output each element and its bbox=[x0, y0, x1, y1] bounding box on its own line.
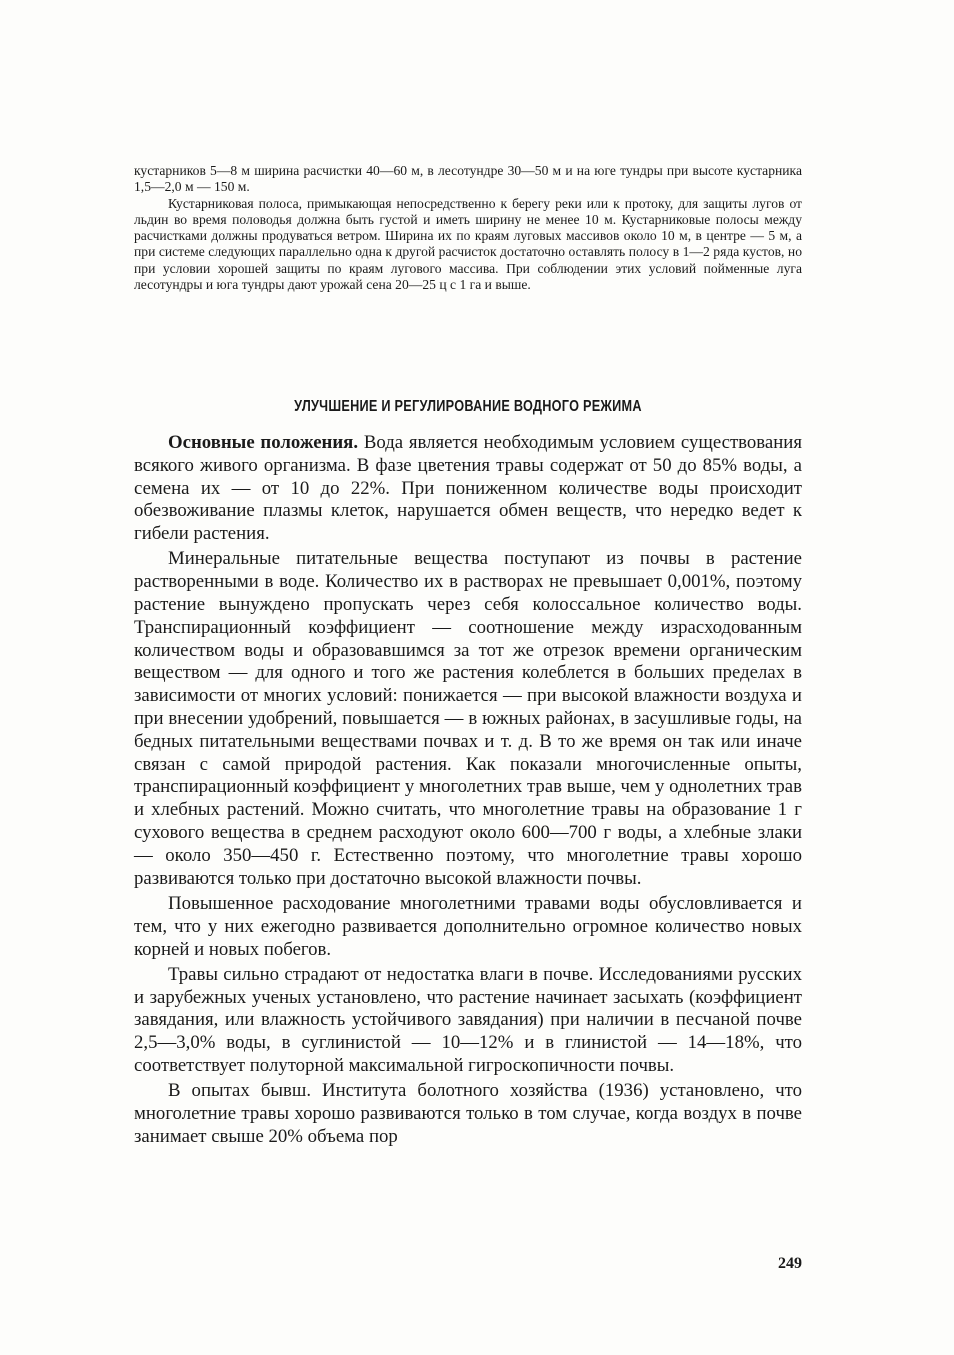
body-paragraph: Минеральные питательные вещества поступают из почвы в растение растворенными в воде. Количество их в растворах не превышает 0,001%, поэтому растение вынуждено пропускать через себя колоссальное количество воды. Транспирационный коэффициент — соотношение между израсходованным количеством воды и образовавшимся за тот же отрезок времени органическим веществом — для одного и того же растения колеблется в больших пределах в зависимости от многих условий: понижается — при высокой влажности воздуха и при внесении удобрений, повышается — в южных районах, в засушливые годы, на бедных питательными веществами почвах и т. д. В то же время он так или иначе связан с самой природой растения. Как показали многочисленные опыты, транспирационный коэффициент у многолетних трав выше, чем у однолетних трав и хлебных растений. Можно считать, что многолетние травы на образование 1 г сухового вещества в среднем расходуют около 600—700 г воды, а хлебные злаки — около 350—450 г. Естественно поэтому, что многолетние травы хорошо развиваются только при достаточно высокой влажности почвы. bbox=[134, 548, 802, 889]
intro-paragraph: Кустарниковая полоса, примыкающая непосредственно к берегу реки или к протоку, для защиты лугов от льдин во время половодья должна быть густой и иметь ширину не менее 10 м. Кустарниковые полосы между расчистками должны продуваться ветром. Ширина их по краям луговых массивов около 10 м, в центре — 5 м, а при системе следующих параллельно одна к другой расчисток достаточно оставлять полосу в 1—2 ряда кустов, но при условии хорошей защиты по краям лугового массива. При соблюдении этих условий пойменные луга лесотундры и юга тундры дают урожай сена 20—25 ц с 1 га и выше. bbox=[134, 195, 802, 293]
section-body bbox=[134, 432, 802, 1149]
body-paragraph: Повышенное расходование многолетними травами воды обусловливается и тем, что у них ежегодно развивается дополнительно огромное количество новых корней и новых побегов. bbox=[134, 892, 802, 960]
body-paragraph bbox=[134, 432, 802, 546]
body-paragraph: В опытах бывш. Института болотного хозяйства (1936) установлено, что многолетние травы хорошо развиваются только в том случае, когда воздух в почве занимает свыше 20% объема пор bbox=[134, 1080, 802, 1147]
intro-paragraph: кустарников 5—8 м ширина расчистки 40—60 м, в лесотундре 30—50 м и на юге тундры при высоте кустарника 1,5—2,0 м — 150 м. bbox=[134, 163, 802, 195]
page-number: 249 bbox=[778, 1255, 802, 1272]
body-paragraph: Травы сильно страдают от недостатка влаги в почве. Исследованиями русских и зарубежных ученых установлено, что растение начинает засыхать (коэффициент завядания, или влажность устойчивого завядания) при наличии в песчаной почве 2,5—3,0% воды, в суглинистой — 10—12% и в глинистой — 14—18%, что соответствует полуторной максимальной гигроскопичности почвы. bbox=[134, 963, 802, 1077]
lead-label: Основные положения. bbox=[168, 432, 359, 453]
section-heading: УЛУЧШЕНИЕ И РЕГУЛИРОВАНИЕ ВОДНОГО РЕЖИМА bbox=[294, 398, 642, 415]
body-paragraph-text: Вода является необходимым условием существования всякого живого организма. В фазе цветения травы содержат от 50 до 85% воды, а семена их — от 10 до 22%. При пониженном количестве воды происходит обезвоживание плазмы клеток, нарушается обмен веществ, что нередко ведет к гибели растения. bbox=[134, 432, 803, 545]
intro-text bbox=[134, 163, 802, 293]
